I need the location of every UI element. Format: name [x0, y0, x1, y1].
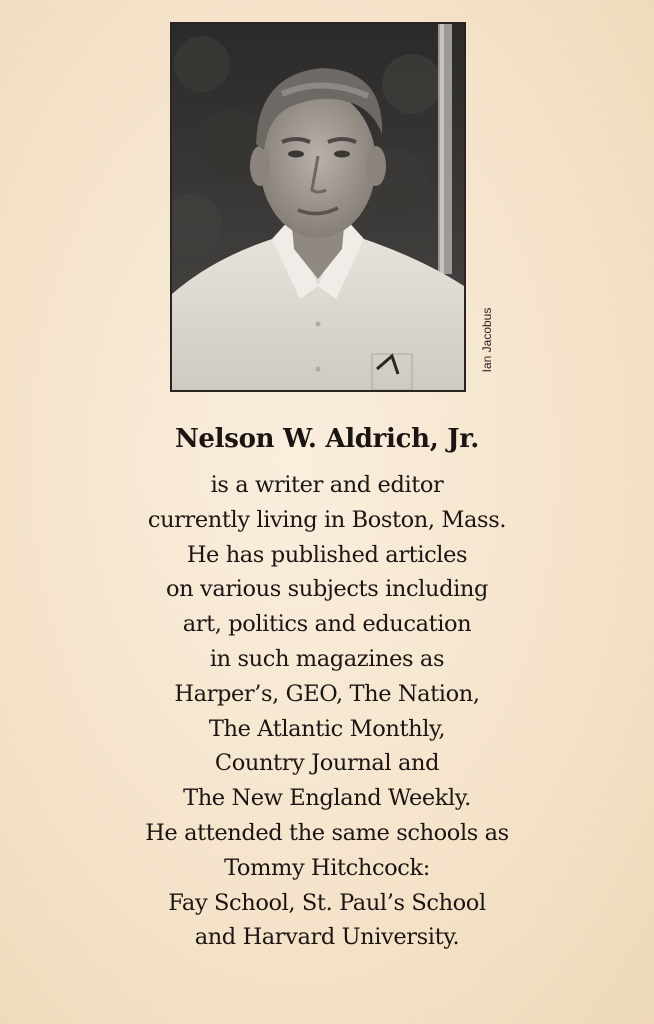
- author-bio: [0, 468, 654, 955]
- author-name: Nelson W. Aldrich, Jr.: [174, 424, 480, 454]
- bio-line: and Harvard University.: [194, 924, 460, 951]
- photo-credit: Ian Jacobus: [480, 307, 494, 373]
- author-portrait-illustration: [172, 24, 464, 390]
- author-photo: [170, 22, 466, 392]
- bio-line: He has published articles: [186, 541, 468, 568]
- bio-line: Country Journal and: [214, 750, 440, 777]
- bio-line: Tommy Hitchcock:: [224, 854, 430, 881]
- bio-line: art, politics and education: [182, 611, 472, 638]
- bio-line: He attended the same schools as: [145, 819, 509, 846]
- bio-line: The New England Weekly.: [183, 785, 471, 812]
- bio-line: The Atlantic Monthly,: [208, 715, 446, 742]
- bio-line: is a writer and editor: [210, 472, 444, 498]
- bio-line: Harper’s, GEO, The Nation,: [174, 680, 480, 707]
- bio-line: Fay School, St. Paul’s School: [168, 889, 486, 916]
- bio-line: on various subjects including: [166, 576, 488, 603]
- bio-line: in such magazines as: [209, 645, 445, 672]
- bio-line: currently living in Boston, Mass.: [147, 506, 507, 533]
